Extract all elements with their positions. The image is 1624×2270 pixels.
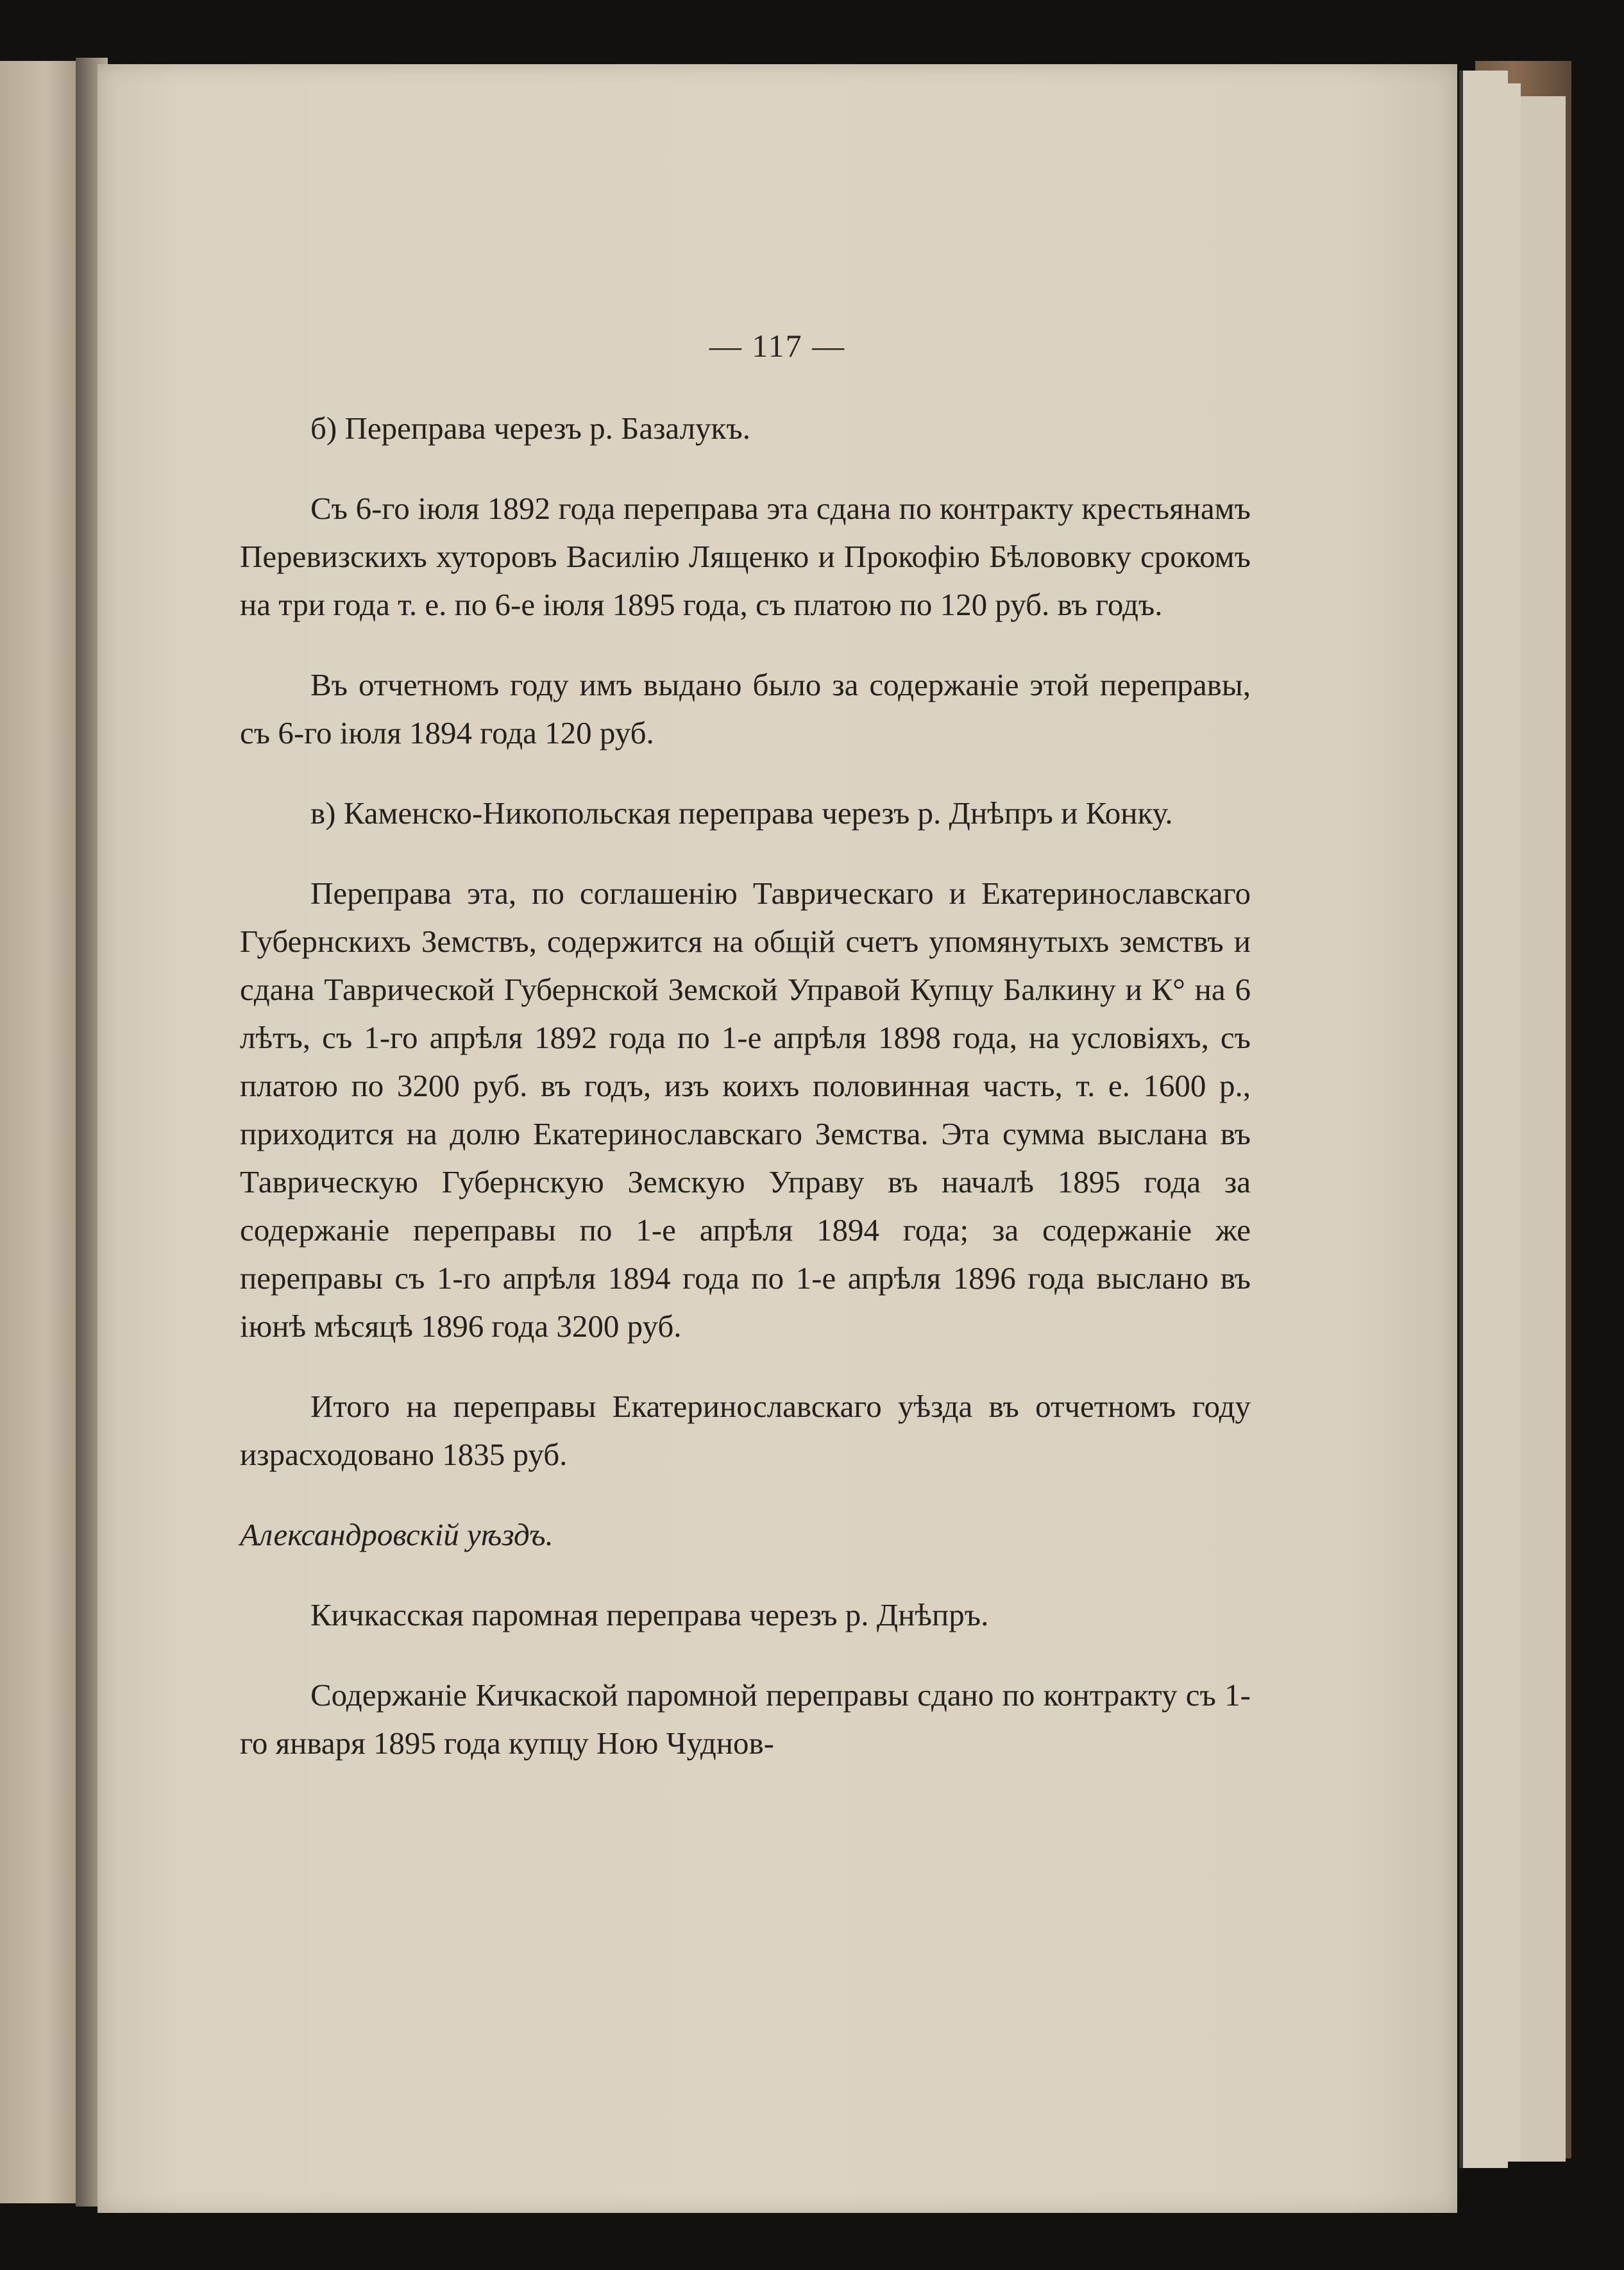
book-page	[97, 64, 1457, 2213]
paragraph: Въ отчетномъ году имъ выдано было за содержаніе этой переправы, съ 6-го іюля 1894 года 120 руб.	[240, 667, 1251, 750]
page-leaf-edge	[1459, 71, 1508, 2168]
paragraph: в) Каменско-Никопольская переправа черезъ р. Днѣпръ и Конку.	[310, 795, 1173, 831]
section-subheading: б) Переправа черезъ р. Базалукъ.	[310, 411, 750, 446]
section-subheading: Кичкасская паромная переправа черезъ р. Днѣпръ.	[310, 1597, 989, 1632]
paragraph: Итого на переправы Екатеринославскаго уѣзда въ отчетномъ году израсходовано 1835 руб.	[240, 1389, 1251, 1472]
paragraph: Переправа эта, по соглашенію Таврическаго и Екатеринославскаго Губернскихъ Земствъ, содержится на общій счетъ упомянутыхъ земствъ и сдана Таврической Губернской Земской Управой Купцу Балкину и К° на 6 лѣтъ, съ 1-го апрѣля 1892 года по 1-е апрѣля 1898 года, на условіяхъ, съ платою по 3200 руб. въ годъ, изъ коихъ половинная часть, т. е. 1600 р., приходится на долю Екатеринославскаго Земства. Эта сумма выслана въ Таврическую Губернскую Земскую Управу въ началѣ 1895 года за содержаніе переправы по 1-е апрѣля 1894 года; за содержаніе же переправы съ 1-го апрѣля 1894 года по 1-е апрѣля 1896 года выслано въ іюнѣ мѣсяцѣ 1896 года 3200 руб.	[240, 876, 1251, 1344]
page-text	[240, 404, 1251, 1799]
paragraph: Содержаніе Кичкаской паромной переправы сдано по контракту съ 1-го января 1895 года купцу Ною Чуднов-	[240, 1677, 1251, 1761]
left-page-edge	[0, 61, 77, 2203]
page-number: — 117 —	[709, 328, 846, 364]
paragraph: Съ 6-го іюля 1892 года переправа эта сдана по контракту крестьянамъ Перевизскихъ хуторовъ Василію Лященко и Прокофію Бѣлововку срокомъ на три года т. е. по 6-е іюля 1895 года, съ платою по 120 руб. въ годъ.	[240, 491, 1251, 622]
district-heading: Александровскій уѣздъ.	[240, 1517, 554, 1552]
